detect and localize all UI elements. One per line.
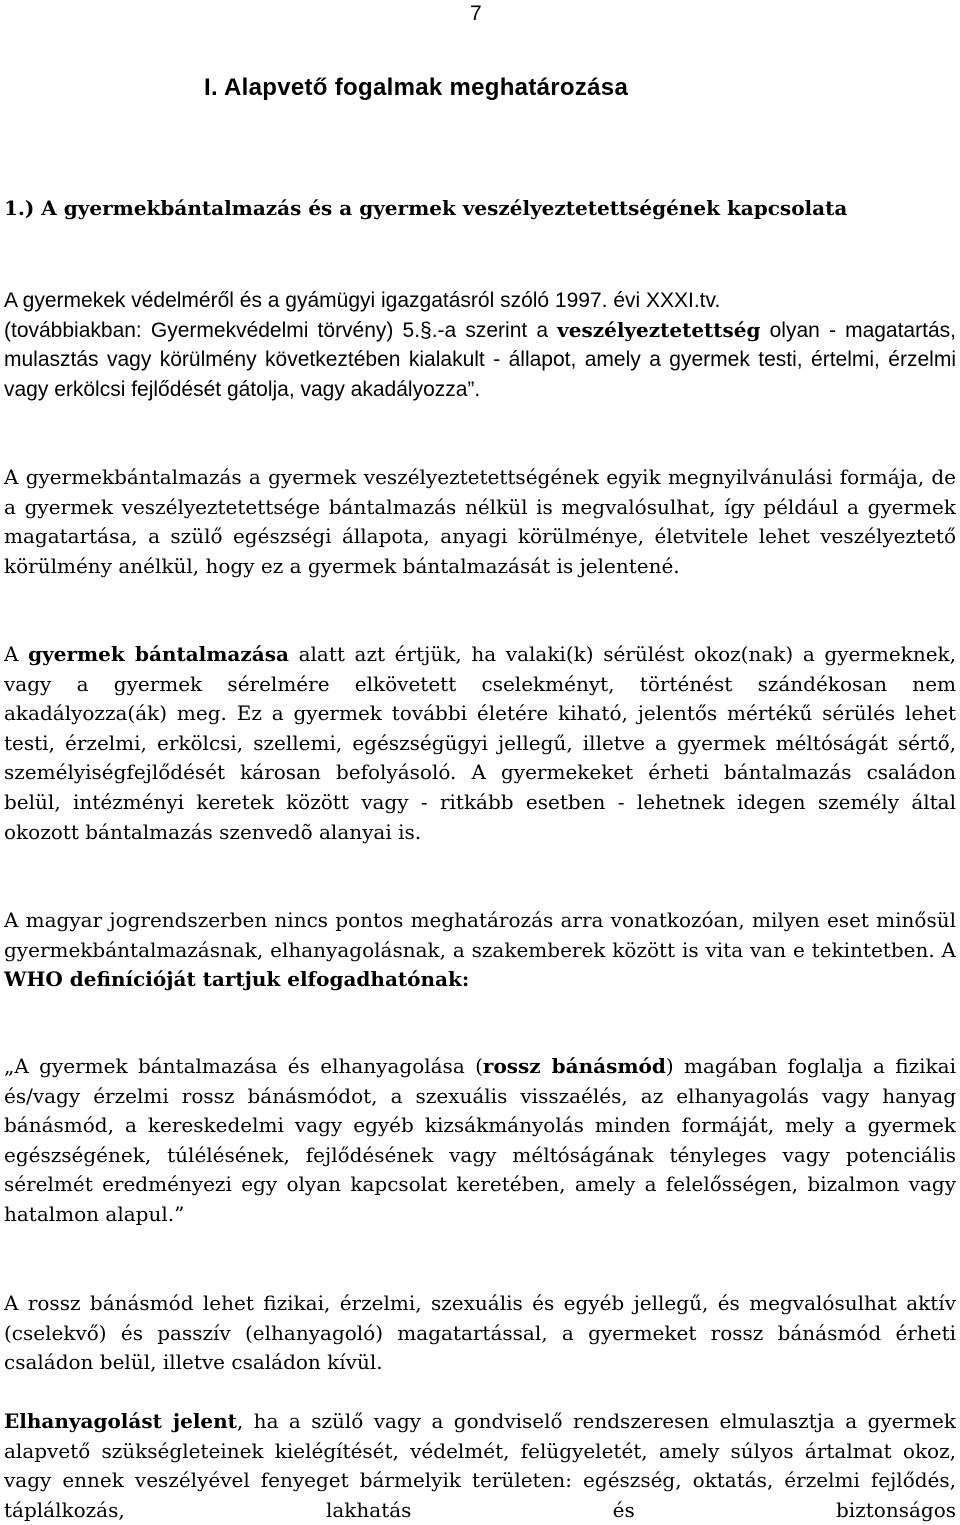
bold-term: rossz bánásmód (482, 1054, 666, 1078)
bold-term: Elhanyagolást jelent (4, 1409, 237, 1433)
paragraph-text: A magyar jogrendszerben nincs pontos meghatározás arra vonatkozóan, milyen eset minősül gyermekbántalmazásnak, elhanyagolásnak, a szakemberek között is vita van e tekintetben. A (4, 908, 956, 962)
paragraph-neglect-definition (4, 1407, 956, 1525)
bold-term: veszélyeztetettség (557, 317, 761, 342)
paragraph-text: olyan - magatartás, mulasztás vagy körülmény következtében kialakult - állapot, amely a gyermek testi, értelmi, érzelmi vagy erkölcsi fejlődését gátolja, vagy akadályozza”. (4, 318, 956, 401)
paragraph-child-abuse-definition (4, 640, 956, 847)
section-title: 1.) A gyermekbántalmazás és a gyermek veszélyeztetettségének kapcsolata (4, 196, 848, 220)
paragraph-text: (továbbiakban: Gyermekvédelmi törvény) 5.§.-a szerint a (4, 318, 549, 342)
paragraph-text: A (4, 642, 19, 666)
paragraph-text: alatt azt értjük, ha valaki(k) sérülést okoz(nak) a gyermeknek, vagy a gyermek sérelmére elkövetett cselekményt, történést szándékosan nem akadályozza(ák) meg. Ez a gyermek további életére kiható, jelentős mértékű sérülés lehet testi, érzelmi, erkölcsi, szellemi, egészségügyi jellegű, illetve a gyermek méltóságát sértő, személyiségfejlődését károsan befolyásoló. A gyermekeket érheti bántalmazás családon belül, intézményi keretek között vagy - ritkább esetben - lehetnek idegen személy által okozott bántalmazás szenvedõ alanyai is. (4, 642, 957, 844)
paragraph-maltreatment-types: A rossz bánásmód lehet fizikai, érzelmi, szexuális és egyéb jellegű, és megvalósulhat aktív (cselekvő) és passzív (elhanyagoló) magatartással, a gyermeket rossz bánásmód érheti családon belül, illetve családon kívül. (4, 1291, 956, 1375)
paragraph-legal-definition (4, 286, 956, 404)
paragraph-text: , ha a szülő vagy a gondviselő rendszeresen elmulasztja a gyermek alapvető szükségleteinek kielégítését, védelmét, felügyeletét, amely súlyos ártalmat okoz, vagy ennek veszélyével fenyeget bármelyik területen: egészség, oktatás, érzelmi fejlődés, táplálkozás, lakhatás és biztonságos (4, 1409, 956, 1522)
page-number: 7 (470, 2, 482, 25)
paragraph-who-definition (4, 1052, 956, 1230)
paragraph-text: ) magában foglalja a fizikai és/vagy érzelmi rossz bánásmódot, a szexuális visszaélés, az elhanyagolás vagy hanyag bánásmód, a kereskedelmi vagy egyéb kizsákmányolás minden formáját, mely a gyermek egészségének, túlélésének, fejlődésének vagy méltóságának tényleges vagy potenciális sérelmét eredményezi egy olyan kapcsolat keretében, amely a felelősségen, bizalmon vagy hatalmon alapul.” (4, 1054, 956, 1226)
paragraph-hungarian-law (4, 906, 956, 995)
chapter-title: I. Alapvető fogalmak meghatározása (204, 74, 629, 101)
bold-term: gyermek bántalmazása (28, 642, 289, 666)
paragraph-text: A gyermekek védelméről és a gyámügyi igazgatásról szóló 1997. évi XXXI.tv. (4, 289, 721, 312)
paragraph-endangerment: A gyermekbántalmazás a gyermek veszélyeztetettségének egyik megnyilvánulási formája, de a gyermek veszélyeztetettsége bántalmazás nélkül is megvalósulhat, így például a gyermek magatartása, a szülő egészségi állapota, anyagi körülménye, életvitele lehet veszélyeztető körülmény anélkül, hogy ez a gyermek bántalmazását is jelentené. (4, 465, 956, 578)
bold-term: WHO definícióját tartjuk elfogadhatónak: (4, 967, 470, 992)
paragraph-text: „A gyermek bántalmazása és elhanyagolása ( (4, 1054, 483, 1078)
